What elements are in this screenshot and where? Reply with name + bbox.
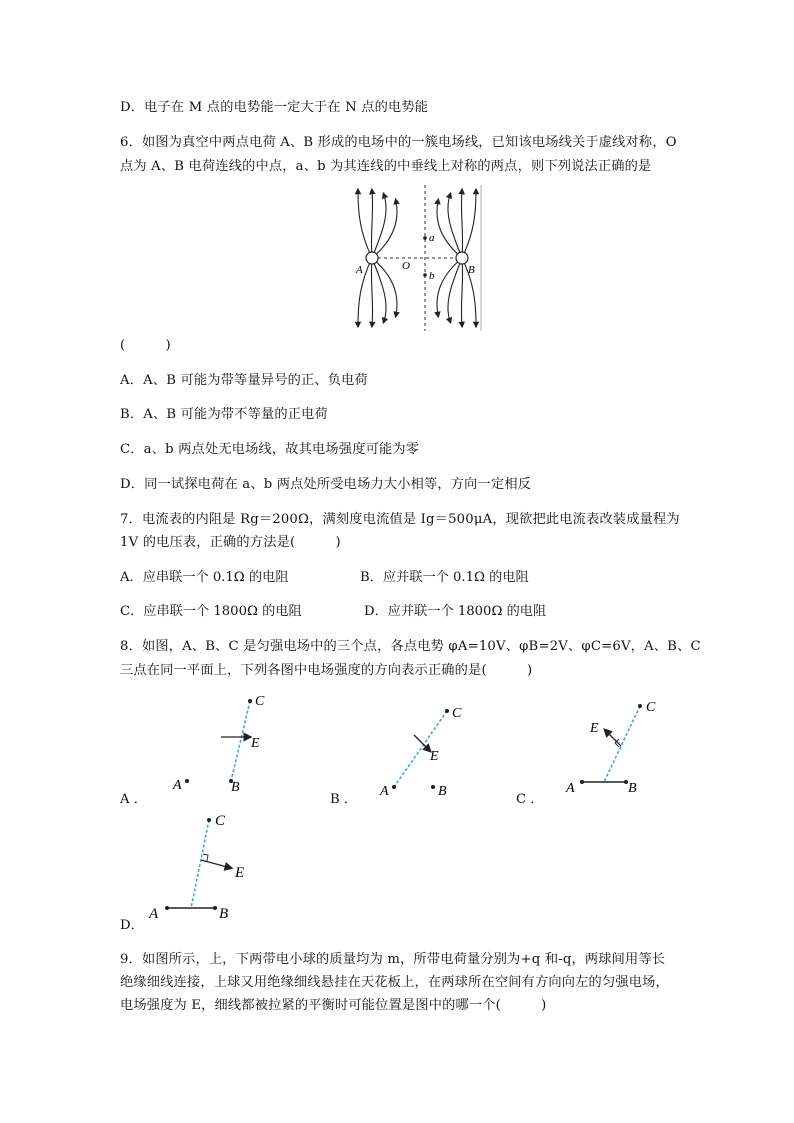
q7-option-c: C．应串联一个 1800Ω 的电阻 <box>120 604 302 619</box>
q7-option-a: A．应串联一个 0.1Ω 的电阻 <box>120 570 289 585</box>
q8a-label-e: E <box>251 736 260 751</box>
q6-field-lines-figure <box>350 183 490 333</box>
q8c-label-c: C <box>646 700 656 715</box>
q8-figure-c <box>562 692 692 802</box>
q8d-label-c: C <box>215 813 226 829</box>
q8b-label-b: B <box>438 784 447 799</box>
q8-figure-b <box>372 697 482 807</box>
q7-option-b: B．应并联一个 0.1Ω 的电阻 <box>360 570 529 585</box>
q8-figure-d <box>145 806 275 931</box>
q6-answer-paren: ( ) <box>120 338 171 353</box>
q7-stem-line1: 7．电流表的内阻是 Rg＝200Ω，满刻度电流值是 Ig＝500μA，现欲把此电流表改装成量程为 <box>120 512 680 527</box>
q8d-label-a: A <box>149 906 159 922</box>
q8c-label-b: B <box>628 781 637 796</box>
q6-option-d: D．同一试探电荷在 a、b 两点处所受电场力大小相等，方向一定相反 <box>120 477 532 492</box>
q8a-label-b: B <box>231 780 240 795</box>
q9-stem-line2: 绝缘细线连接，上球又用绝缘细线悬挂在天花板上，在两球所在空间有方向向左的匀强电场， <box>120 975 669 990</box>
q9-stem-line3: 电场强度为 E，细线都被拉紧的平衡时可能位置是图中的哪一个( ) <box>120 998 547 1013</box>
q6-stem-line1: 6．如图为真空中两点电荷 A、B 形成的电场中的一簇电场线，已知该电场线关于虚线对称，O <box>120 135 677 150</box>
q8b-label-e: E <box>430 749 439 764</box>
q8b-label-c: C <box>452 706 462 721</box>
q8a-label-c: C <box>255 694 265 709</box>
q6-label-A: A <box>356 264 363 276</box>
q6-label-a: a <box>429 232 435 244</box>
q7-option-d: D．应并联一个 1800Ω 的电阻 <box>364 604 547 619</box>
q6-label-B: B <box>468 264 475 276</box>
q5-option-d: D．电子在 M 点的电势能一定大于在 N 点的电势能 <box>120 100 429 115</box>
q8d-label-b: B <box>219 906 229 922</box>
q8c-label-e: E <box>590 721 599 736</box>
q6-label-o: O <box>402 260 410 272</box>
q8d-label-e: E <box>235 865 245 881</box>
q6-label-b: b <box>429 270 435 282</box>
q8-figure-a <box>165 685 285 805</box>
q6-option-a: A．A、B 可能为带等量异号的正、负电荷 <box>120 373 368 388</box>
q7-stem-line2: 1V 的电压表，正确的方法是( ) <box>120 535 341 550</box>
q8-option-c-label: C ． <box>516 792 544 807</box>
q8-stem-line2: 三点在同一平面上，下列各图中电场强度的方向表示正确的是( ) <box>120 663 533 678</box>
q8b-label-a: A <box>380 784 389 799</box>
q8-option-d-label: D． <box>120 918 144 933</box>
q6-option-c: C．a、b 两点处无电场线，故其电场强度可能为零 <box>120 442 420 457</box>
q8-option-a-label: A ． <box>120 792 147 807</box>
q8-option-b-label: B ． <box>330 792 358 807</box>
q9-stem-line1: 9．如图所示，上，下两带电小球的质量均为 m，所带电荷量分别为+q 和-q，两球间用等长 <box>120 952 666 967</box>
q6-option-b: B．A、B 可能为带不等量的正电荷 <box>120 407 328 422</box>
q8a-label-a: A <box>173 778 182 793</box>
q8-stem-line1: 8．如图，A、B、C 是匀强电场中的三个点，各点电势 φA=10V、φB=2V、φC=6V，A、B、C <box>120 639 701 654</box>
q6-stem-line2: 点为 A、B 电荷连线的中点，a、b 为其连线的中垂线上对称的两点，则下列说法正确的是 <box>120 159 652 174</box>
q8c-label-a: A <box>566 781 575 796</box>
